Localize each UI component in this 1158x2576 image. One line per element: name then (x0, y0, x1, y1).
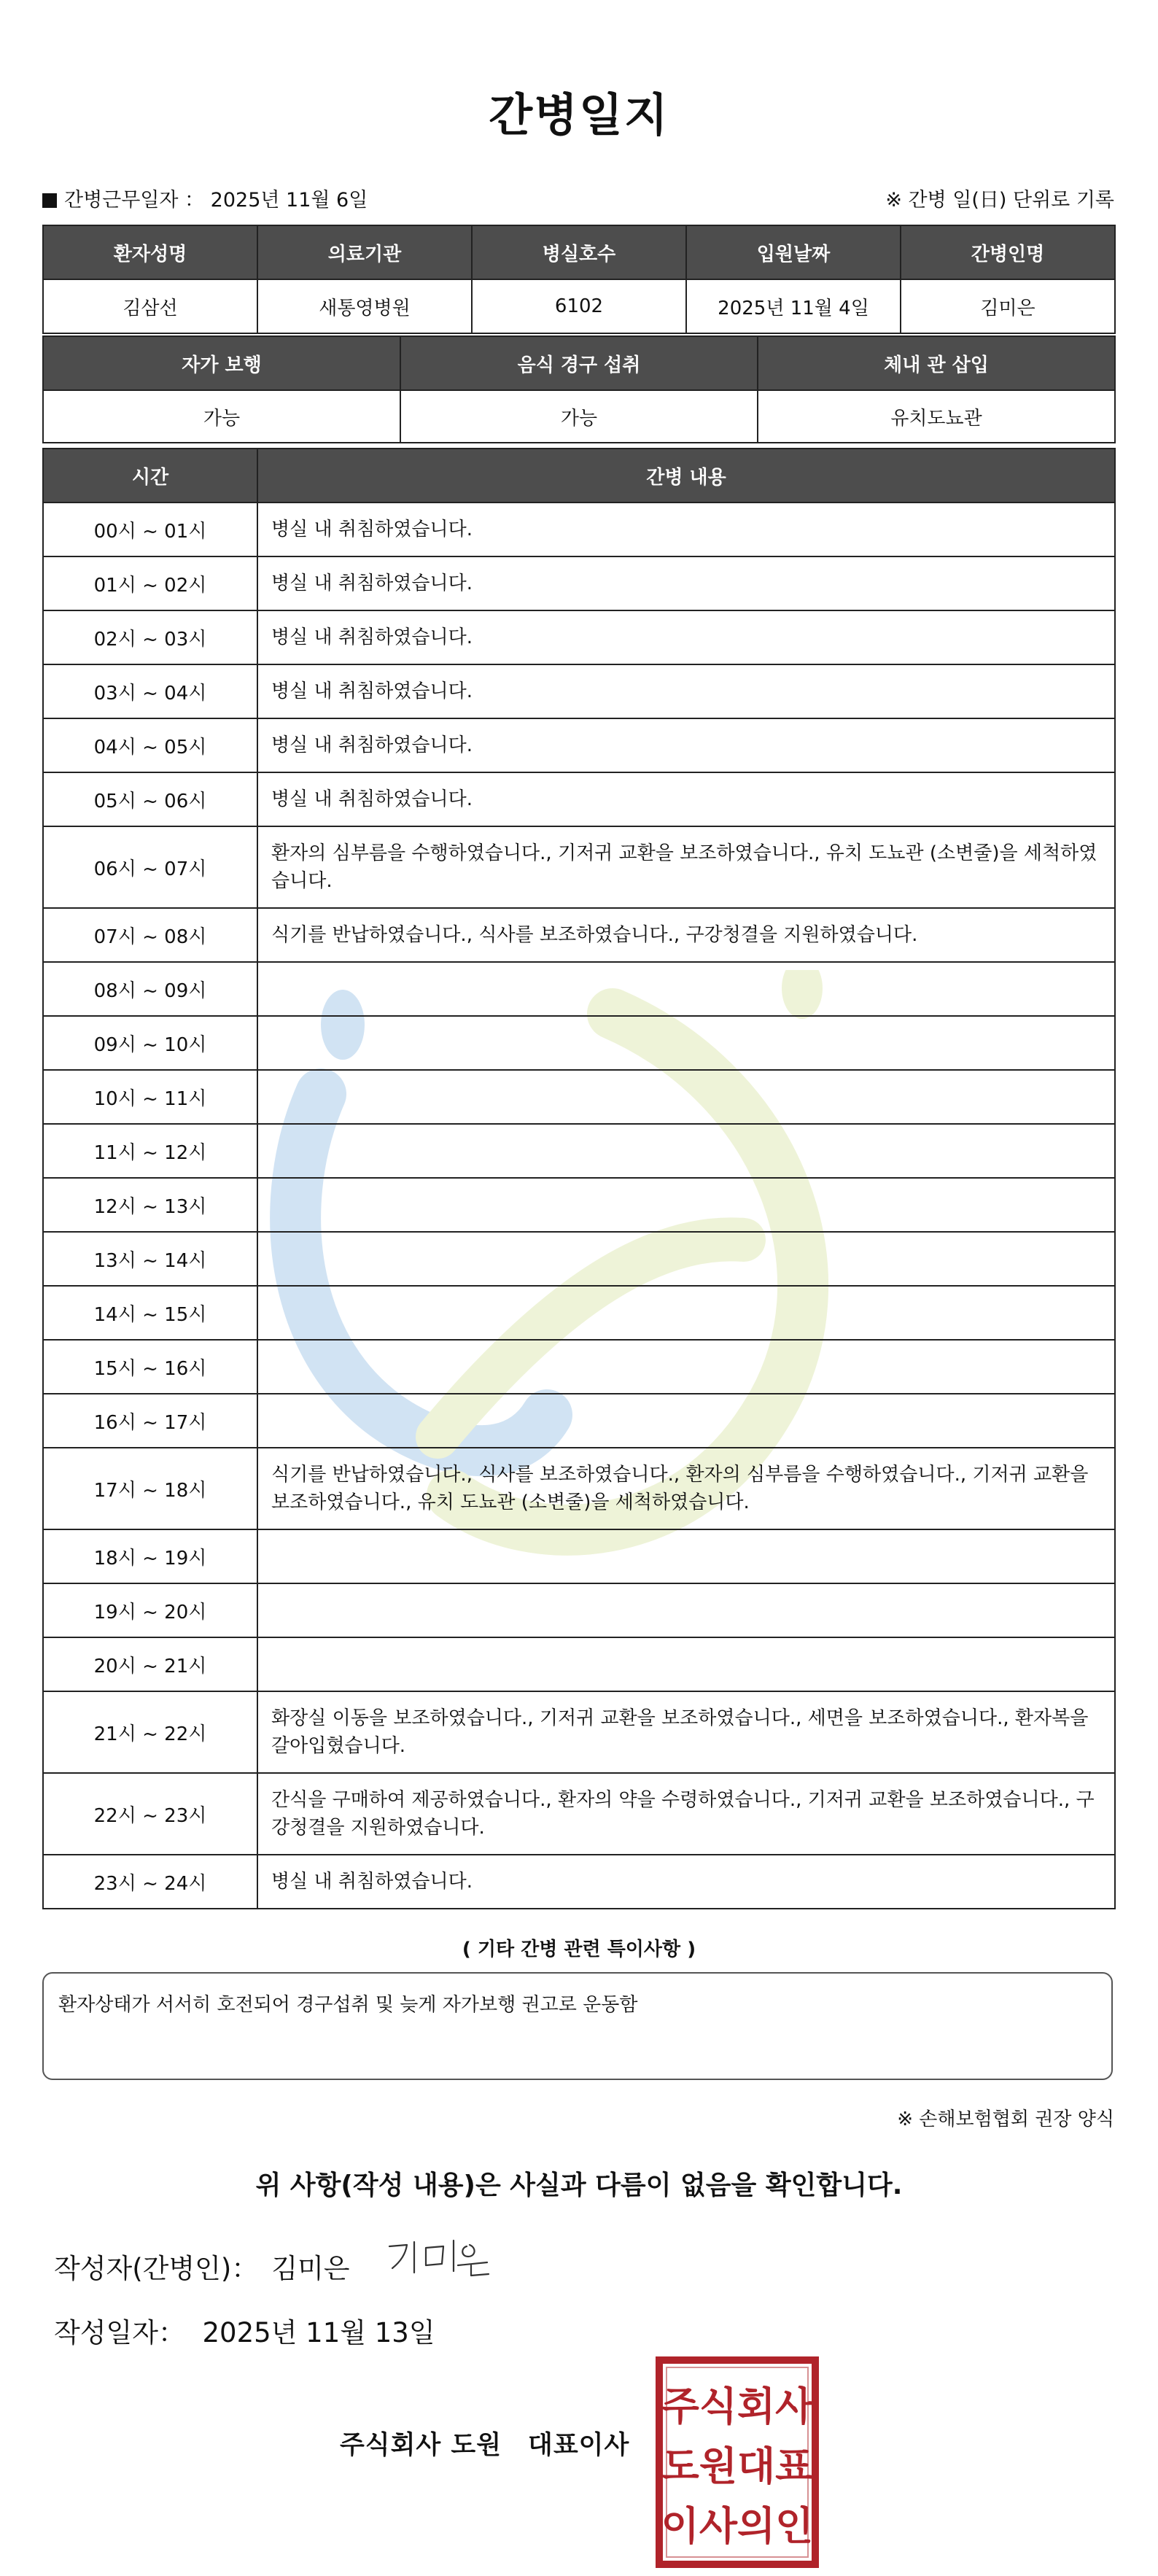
content-cell: 병실 내 취침하였습니다. (257, 1855, 1115, 1909)
walking-status: 가능 (43, 390, 400, 443)
time-cell: 21시 ~ 22시 (43, 1691, 257, 1773)
patient-status-table (42, 335, 1116, 443)
content-cell: 병실 내 취침하였습니다. (257, 610, 1115, 664)
content-cell: 화장실 이동을 보조하였습니다., 기저귀 교환을 보조하였습니다., 세면을 보조하였습니다., 환자복을 갈아입혔습니다. (257, 1691, 1115, 1773)
content-cell (257, 1583, 1115, 1637)
time-cell: 09시 ~ 10시 (43, 1016, 257, 1070)
time-cell: 08시 ~ 09시 (43, 962, 257, 1016)
content-cell: 환자의 심부름을 수행하였습니다., 기저귀 교환을 보조하였습니다., 유치 도뇨관 (소변줄)을 세척하였습니다. (257, 826, 1115, 908)
content-cell (257, 1016, 1115, 1070)
company-seal-icon (655, 2356, 820, 2569)
content-cell: 식기를 반납하였습니다., 식사를 보조하였습니다., 환자의 심부름을 수행하였습니다., 기저귀 교환을 보조하였습니다., 유치 도뇨관 (소변줄)을 세척하였습니다. (257, 1448, 1115, 1529)
content-cell (257, 1070, 1115, 1124)
time-cell: 11시 ~ 12시 (43, 1124, 257, 1178)
table-row (43, 908, 1115, 962)
writer-name: 김미은 (271, 2253, 350, 2284)
hourly-log-table (42, 448, 1116, 1909)
content-cell (257, 1394, 1115, 1448)
table-row (43, 1340, 1115, 1394)
header-room: 병실호수 (472, 225, 686, 279)
time-cell: 18시 ~ 19시 (43, 1529, 257, 1583)
table-row (43, 556, 1115, 610)
table-row (43, 1529, 1115, 1583)
writer-label: 작성자(간병인)： (54, 2253, 259, 2284)
content-cell: 병실 내 취침하였습니다. (257, 503, 1115, 556)
table-row (43, 1286, 1115, 1340)
header-walking: 자가 보행 (43, 336, 400, 390)
patient-info-table (42, 225, 1116, 334)
svg-text:이사의인: 이사의인 (661, 2503, 814, 2549)
table-row (43, 664, 1115, 718)
table-row (43, 718, 1115, 772)
time-cell: 17시 ~ 18시 (43, 1448, 257, 1529)
table-row (43, 610, 1115, 664)
daily-record-note: ※ 간병 일(日) 단위로 기록 (885, 189, 1114, 212)
writer-line (54, 2246, 350, 2286)
content-cell: 간식을 구매하여 제공하였습니다., 환자의 약을 수령하였습니다., 기저귀 교환을 보조하였습니다., 구강청결을 지원하였습니다. (257, 1773, 1115, 1855)
special-notes-title: ( 기타 간병 관련 특이사항 ) (462, 1939, 696, 1960)
content-cell: 병실 내 취침하였습니다. (257, 556, 1115, 610)
write-date-line (54, 2311, 435, 2350)
table-row (43, 1232, 1115, 1286)
write-date: 2025년 11월 13일 (202, 2317, 435, 2348)
time-cell: 12시 ~ 13시 (43, 1178, 257, 1232)
table-row (43, 1394, 1115, 1448)
special-notes-box (42, 1972, 1113, 2080)
time-cell: 10시 ~ 11시 (43, 1070, 257, 1124)
time-cell: 14시 ~ 15시 (43, 1286, 257, 1340)
table-row (43, 1070, 1115, 1124)
table-row (43, 826, 1115, 908)
header-hospital: 의료기관 (257, 225, 472, 279)
special-notes-text: 환자상태가 서서히 호전되어 경구섭취 및 늦게 자가보행 권고로 운동함 (58, 1994, 638, 2016)
content-cell: 병실 내 취침하였습니다. (257, 772, 1115, 826)
table-row (43, 1124, 1115, 1178)
patient-name: 김삼선 (43, 279, 257, 333)
content-cell: 병실 내 취침하였습니다. (257, 718, 1115, 772)
time-cell: 15시 ~ 16시 (43, 1340, 257, 1394)
confirmation-statement: 위 사항(작성 내용)은 사실과 다름이 없음을 확인합니다. (255, 2170, 903, 2200)
page-title: 간병일지 (489, 88, 669, 141)
time-cell: 22시 ~ 23시 (43, 1773, 257, 1855)
svg-text:도원대표: 도원대표 (661, 2443, 814, 2489)
time-cell: 02시 ~ 03시 (43, 610, 257, 664)
table-row (43, 1178, 1115, 1232)
content-cell (257, 1637, 1115, 1691)
content-cell (257, 1124, 1115, 1178)
time-cell: 06시 ~ 07시 (43, 826, 257, 908)
content-cell (257, 1340, 1115, 1394)
table-row (43, 1448, 1115, 1529)
hospital-name: 새통영병원 (257, 279, 472, 333)
header-patient-name: 환자성명 (43, 225, 257, 279)
table-row (43, 1637, 1115, 1691)
company-representative: 주식회사 도원 대표이사 (340, 2431, 630, 2460)
table-row (43, 1016, 1115, 1070)
time-cell: 16시 ~ 17시 (43, 1394, 257, 1448)
association-note: ※ 손해보험협회 권장 양식 (897, 2108, 1114, 2130)
content-cell: 식기를 반납하였습니다., 식사를 보조하였습니다., 구강청결을 지원하였습니다. (257, 908, 1115, 962)
time-cell: 19시 ~ 20시 (43, 1583, 257, 1637)
time-cell: 00시 ~ 01시 (43, 503, 257, 556)
table-row (43, 962, 1115, 1016)
write-date-label: 작성일자： (54, 2317, 185, 2348)
content-cell (257, 1529, 1115, 1583)
svg-text:주식회사: 주식회사 (661, 2383, 814, 2429)
time-cell: 01시 ~ 02시 (43, 556, 257, 610)
content-cell (257, 1232, 1115, 1286)
tube-status: 유치도뇨관 (758, 390, 1115, 443)
square-bullet-icon (42, 193, 57, 208)
time-cell: 04시 ~ 05시 (43, 718, 257, 772)
work-date-label: 간병근무일자 ： 2025년 11월 6일 (64, 189, 368, 212)
table-row (43, 1583, 1115, 1637)
time-cell: 23시 ~ 24시 (43, 1855, 257, 1909)
table-row (43, 1691, 1115, 1773)
header-admission-date: 입원날짜 (686, 225, 901, 279)
content-cell (257, 1178, 1115, 1232)
time-cell: 20시 ~ 21시 (43, 1637, 257, 1691)
header-care-content: 간병 내용 (257, 449, 1115, 503)
content-cell: 병실 내 취침하였습니다. (257, 664, 1115, 718)
admission-date: 2025년 11월 4일 (686, 279, 901, 333)
content-cell (257, 1286, 1115, 1340)
room-number: 6102 (472, 279, 686, 333)
caregiver-name: 김미은 (901, 279, 1115, 333)
content-cell (257, 962, 1115, 1016)
header-oral-intake: 음식 경구 섭취 (400, 336, 758, 390)
oral-intake-status: 가능 (400, 390, 758, 443)
table-row (43, 1855, 1115, 1909)
time-cell: 07시 ~ 08시 (43, 908, 257, 962)
work-date (42, 184, 368, 212)
table-row (43, 1773, 1115, 1855)
table-row (43, 503, 1115, 556)
header-caregiver-name: 간병인명 (901, 225, 1115, 279)
header-tube: 체내 관 삽입 (758, 336, 1115, 390)
header-time: 시간 (43, 449, 257, 503)
time-cell: 03시 ~ 04시 (43, 664, 257, 718)
time-cell: 05시 ~ 06시 (43, 772, 257, 826)
time-cell: 13시 ~ 14시 (43, 1232, 257, 1286)
handwritten-signature-icon (385, 2235, 494, 2286)
table-row (43, 772, 1115, 826)
